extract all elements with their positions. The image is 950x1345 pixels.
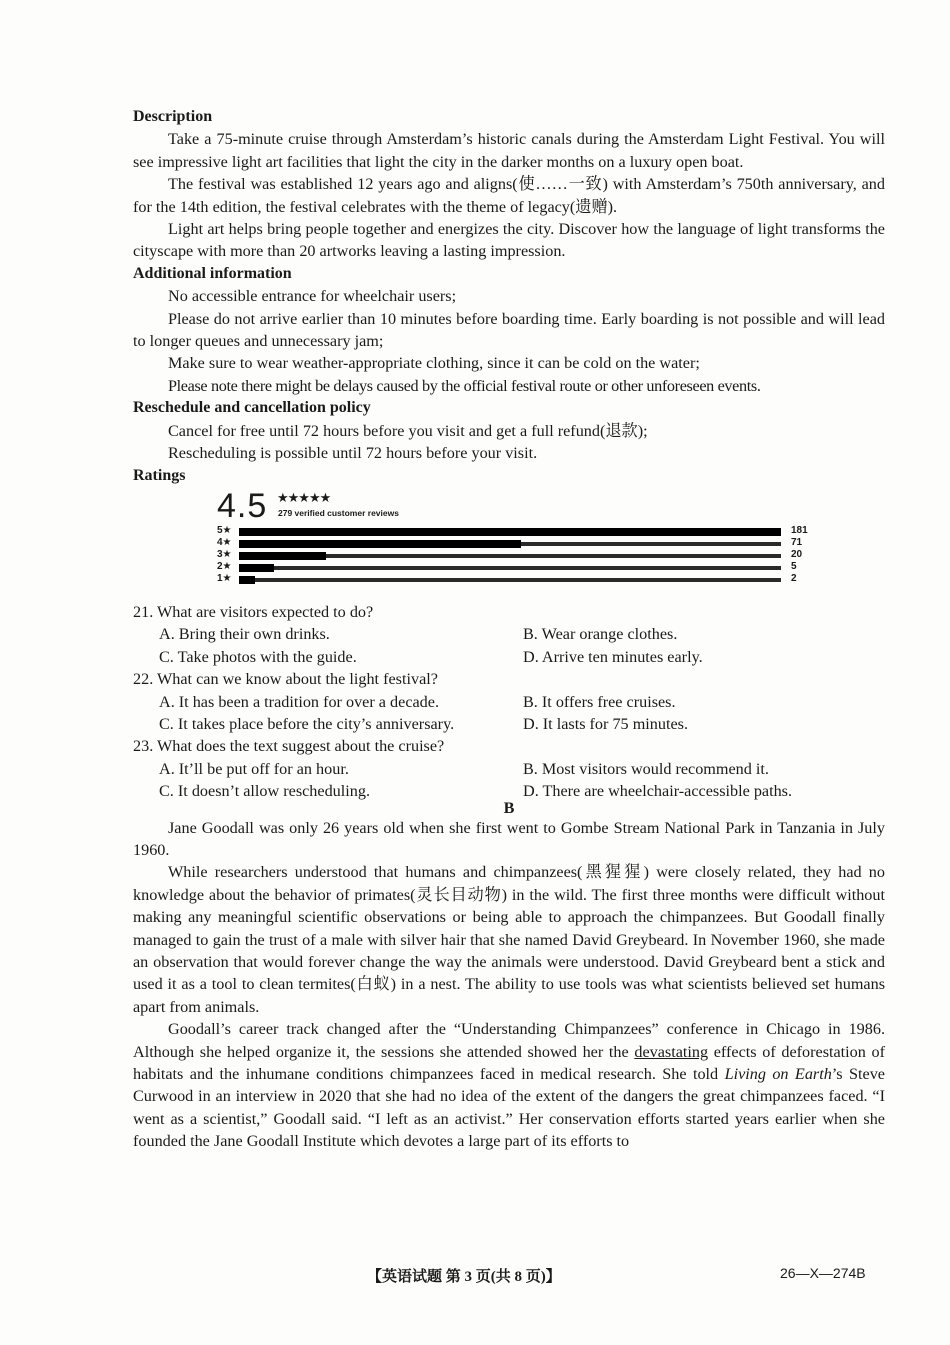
star-rating-icon: ★★★★★ — [277, 489, 331, 505]
rating-bar-row — [217, 560, 797, 574]
description-paragraph-2: The festival was established 12 years ago and aligns(使……一致) with Amsterdam’s 750th anniversary, and for the 14th edition, the festival celebrates with the theme of legacy(遗赠). — [133, 175, 885, 216]
rating-bar-label: 2★ — [217, 560, 232, 572]
rating-bar-count: 20 — [791, 548, 803, 560]
footer-page-info: 【英语试题 第 3 页(共 8 页)】 — [367, 1269, 561, 1285]
additional-line-3: Make sure to wear weather-appropriate clothing, since it can be cold on the water; — [168, 354, 700, 373]
ratings-heading: Ratings — [133, 466, 186, 484]
rating-bar-label: 4★ — [217, 536, 232, 548]
question-stem: 21. What are visitors expected to do? — [133, 602, 374, 621]
description-paragraph-1: Take a 75-minute cruise through Amsterdam’s historic canals during the Amsterdam Light Festival. You will see impressive light art facilities that light the city in the darker months on a luxury open boat. — [133, 130, 885, 171]
rating-bar-fill — [239, 564, 274, 572]
rating-bar-fill — [239, 528, 781, 536]
option-c: C. It doesn’t allow rescheduling. — [159, 782, 370, 801]
rating-bar-label: 5★ — [217, 524, 232, 536]
rating-bar-count: 181 — [791, 524, 808, 536]
paragraph-3-part-c: ’s Steve Curwood in an interview in 2020 that she had no idea of the extent of the dangers the great chimpanzees faced. “I went as a scientist,” Goodall said. “I left as an activist.” Her conservation efforts started years earlier when she founded the Jane Goodall Institute which devotes a large part of its efforts to — [133, 1065, 885, 1151]
passage-b-paragraph-2: While researchers understood that humans and chimpanzees(黑猩猩) were closely related, they had no knowledge about the behavior of primates(灵长目动物) in the wild. The first three months were difficult without making any meaningful scientific observations or being able to approach the chimpanzees. But Goodall finally managed to gain the trust of a male with silver hair that she named David Greybeard. In November 1960, she made an observation that would forever change the way the animals were understood. David Greybeard bent a stick and used it as a tool to clean termites(白蚁) in a nest. The ability to use tools was what scientists believed set humans apart from animals. — [133, 863, 885, 1016]
policy-line-2: Rescheduling is possible until 72 hours before your visit. — [168, 444, 538, 463]
rating-bar-label: 1★ — [217, 572, 232, 584]
additional-line-4: Please note there might be delays caused by the official festival route or other unforeseen events. — [168, 376, 761, 395]
rating-bar-fill — [239, 540, 521, 548]
rating-bar-track — [239, 566, 781, 570]
average-score: 4.5 — [217, 486, 268, 525]
rating-bar-fill — [239, 552, 326, 560]
rating-bar-count: 5 — [791, 560, 797, 572]
description-paragraph-3: Light art helps bring people together and energizes the city. Discover how the language of light transforms the cityscape with more than 20 artworks leaving a lasting impression. — [133, 220, 885, 261]
description-heading: Description — [133, 108, 213, 125]
rating-bar-row — [217, 524, 808, 538]
option-b: B. Most visitors would recommend it. — [523, 759, 769, 778]
option-b: B. Wear orange clothes. — [523, 625, 678, 644]
question-23 — [133, 735, 885, 802]
paragraph-3-part-b: effects of deforestation of habitats and the inhumane conditions chimpanzees faced in medical research. She told — [133, 1042, 885, 1084]
passage-b-paragraph-3 — [133, 1018, 885, 1152]
additional-line-2: Please do not arrive earlier than 10 minutes before boarding time. Early boarding is not possible and will lead to longer queues and unnecessary jam; — [133, 309, 885, 351]
option-b: B. It offers free cruises. — [523, 692, 676, 711]
rating-bar-count: 2 — [791, 572, 797, 584]
rating-bar-row — [217, 536, 803, 550]
question-list — [133, 601, 885, 803]
question-stem: 22. What can we know about the light festival? — [133, 670, 438, 689]
section-b-label: B — [503, 798, 515, 817]
rating-bar-fill — [239, 576, 255, 584]
rating-bar-row — [217, 548, 803, 562]
option-a: A. It’ll be put off for an hour. — [159, 759, 349, 778]
rating-bar-count: 71 — [791, 536, 803, 548]
italic-title: Living on Earth — [724, 1065, 832, 1084]
option-a: A. It has been a tradition for over a decade. — [159, 692, 440, 711]
paragraph-3-part-a: Goodall’s career track changed after the “Understanding Chimpanzees” conference in Chicago in 1986. Although she helped organize it, the sessions she attended showed her the — [133, 1020, 885, 1061]
passage-b-paragraph-1: Jane Goodall was only 26 years old when she first went to Gombe Stream National Park in Tanzania in July 1960. — [133, 818, 885, 859]
policy-heading: Reschedule and cancellation policy — [133, 399, 371, 417]
rating-bar-track — [239, 578, 781, 582]
question-stem: 23. What does the text suggest about the cruise? — [133, 737, 445, 756]
page-content — [133, 106, 885, 1153]
question-22 — [133, 668, 885, 735]
option-a: A. Bring their own drinks. — [159, 625, 330, 644]
rating-bar-label: 3★ — [217, 548, 232, 560]
option-d: D. It lasts for 75 minutes. — [523, 714, 689, 733]
option-d: D. There are wheelchair-accessible paths. — [523, 782, 793, 801]
rating-bar-row — [217, 572, 797, 586]
footer-exam-code: 26—X—274B — [780, 1265, 866, 1281]
policy-line-1: Cancel for free until 72 hours before you visit and get a full refund(退款); — [168, 421, 648, 440]
review-count: 279 verified customer reviews — [278, 507, 399, 518]
additional-line-1: No accessible entrance for wheelchair users; — [168, 287, 457, 306]
question-21 — [133, 601, 885, 668]
ratings-widget — [133, 487, 885, 605]
option-c: C. It takes place before the city’s anniversary. — [159, 714, 455, 733]
additional-heading: Additional information — [133, 264, 292, 282]
underlined-word: devastating — [634, 1042, 709, 1061]
option-c: C. Take photos with the guide. — [159, 647, 357, 666]
option-d: D. Arrive ten minutes early. — [523, 647, 703, 666]
